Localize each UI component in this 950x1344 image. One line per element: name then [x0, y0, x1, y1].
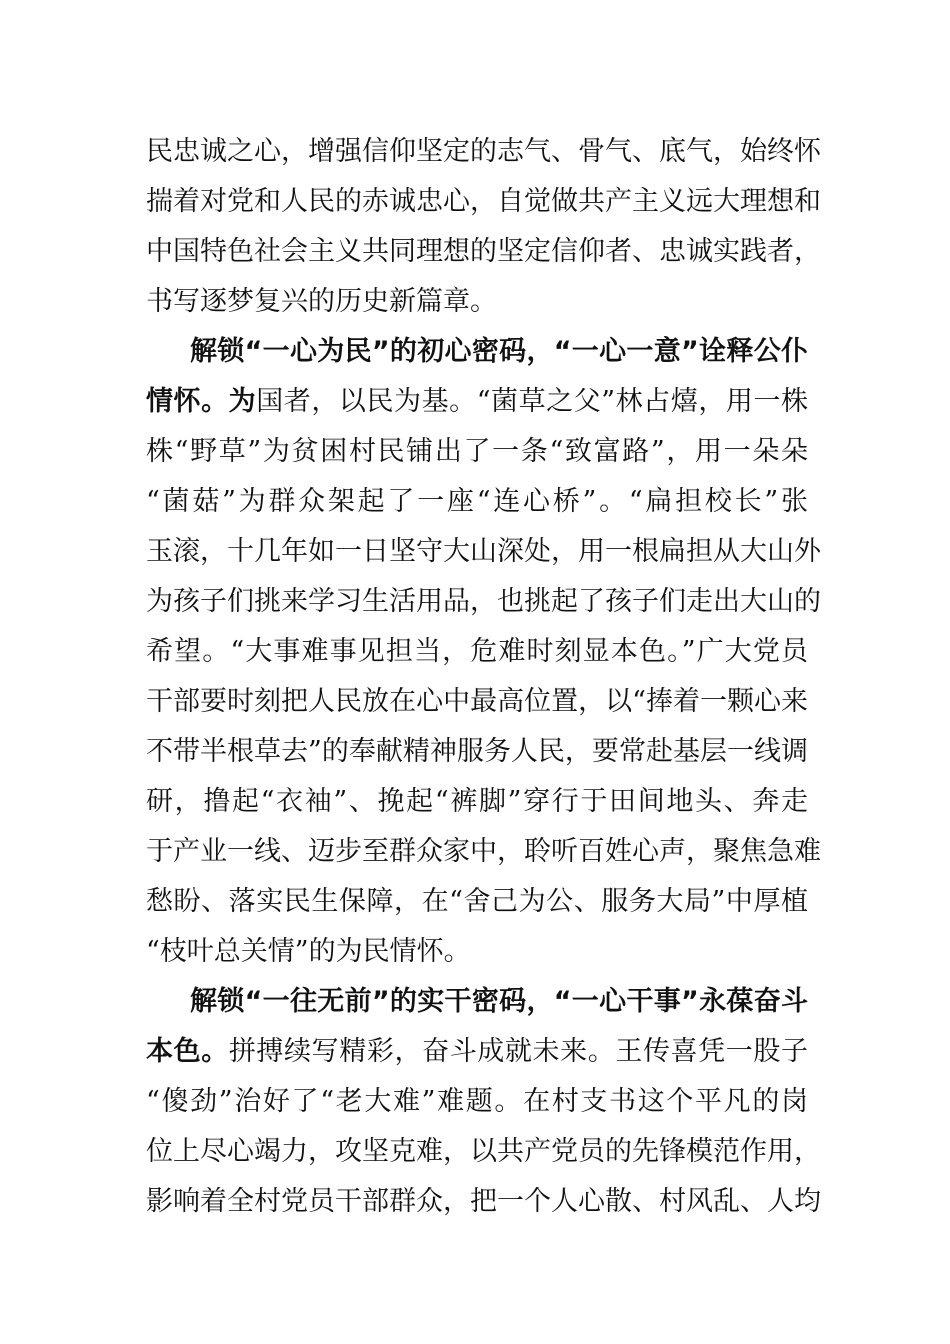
paragraph-2-line-8: 干部要时刻把人民放在心中最高位置，以“捧着一颗心来	[146, 686, 808, 717]
paragraph-1-line-4: 书写逐梦复兴的历史新篇章。	[146, 286, 497, 317]
paragraph-2-line-3: 株“野草”为贫困村民铺出了一条“致富路”，用一朵朵	[146, 436, 808, 467]
paragraph-2-line-9: 不带半根草去”的奉献精神服务人民，要常赴基层一线调	[146, 736, 808, 767]
paragraph-3-line-2	[146, 1032, 808, 1072]
paragraph-2-line-10: 研，撸起“衣袖”、挽起“裤脚”穿行于田间地头、奔走	[146, 786, 808, 817]
paragraph-2-heading-line-1: 解锁“一心为民”的初心密码，“一心一意”诠释公仆	[190, 336, 808, 367]
paragraph-2-line-5: 玉滚，十几年如一日坚守大山深处，用一根扁担从大山外	[146, 536, 821, 567]
paragraph-1-line-1: 民忠诚之心，增强信仰坚定的志气、骨气、底气，始终怀	[146, 136, 821, 167]
paragraph-2-line-2	[146, 382, 808, 422]
paragraph-2-heading-line-2: 情怀。为	[146, 386, 257, 417]
paragraph-2-line-4: “菌菇”为群众架起了一座“连心桥”。“扁担校长”张	[146, 486, 808, 517]
paragraph-3-line-4: 位上尽心竭力，攻坚克难，以共产党员的先锋模范作用，	[146, 1136, 821, 1167]
paragraph-3-heading-line-2: 本色。	[146, 1036, 229, 1067]
paragraph-2-line-12: 愁盼、落实民生保障，在“舍己为公、服务大局”中厚植	[146, 886, 808, 917]
paragraph-3-heading-line-1: 解锁“一往无前”的实干密码，“一心干事”永葆奋斗	[190, 986, 808, 1017]
paragraph-2-line-13: “枝叶总关情”的为民情怀。	[146, 936, 471, 967]
paragraph-2-line-7: 希望。“大事难事见担当，危难时刻显本色。”广大党员	[146, 636, 808, 667]
paragraph-2-line-11: 于产业一线、迈步至群众家中，聆听百姓心声，聚焦急难	[146, 836, 821, 867]
paragraph-3-line-2-rest: 拼搏续写精彩，奋斗成就未来。王传喜凭一股子	[228, 1036, 809, 1067]
paragraph-2-line-2-rest: 国者，以民为基。“菌草之父”林占熺，用一株	[256, 386, 808, 417]
paragraph-2-line-6: 为孩子们挑来学习生活用品，也挑起了孩子们走出大山的	[146, 586, 821, 617]
paragraph-3-line-5: 影响着全村党员干部群众，把一个人心散、村风乱、人均	[146, 1186, 821, 1217]
paragraph-1-line-3: 中国特色社会主义共同理想的坚定信仰者、忠诚实践者，	[146, 236, 821, 267]
paragraph-3-line-3: “傻劲”治好了“老大难”难题。在村支书这个平凡的岗	[146, 1086, 808, 1117]
paragraph-1-line-2: 揣着对党和人民的赤诚忠心，自觉做共产主义远大理想和	[146, 186, 821, 217]
